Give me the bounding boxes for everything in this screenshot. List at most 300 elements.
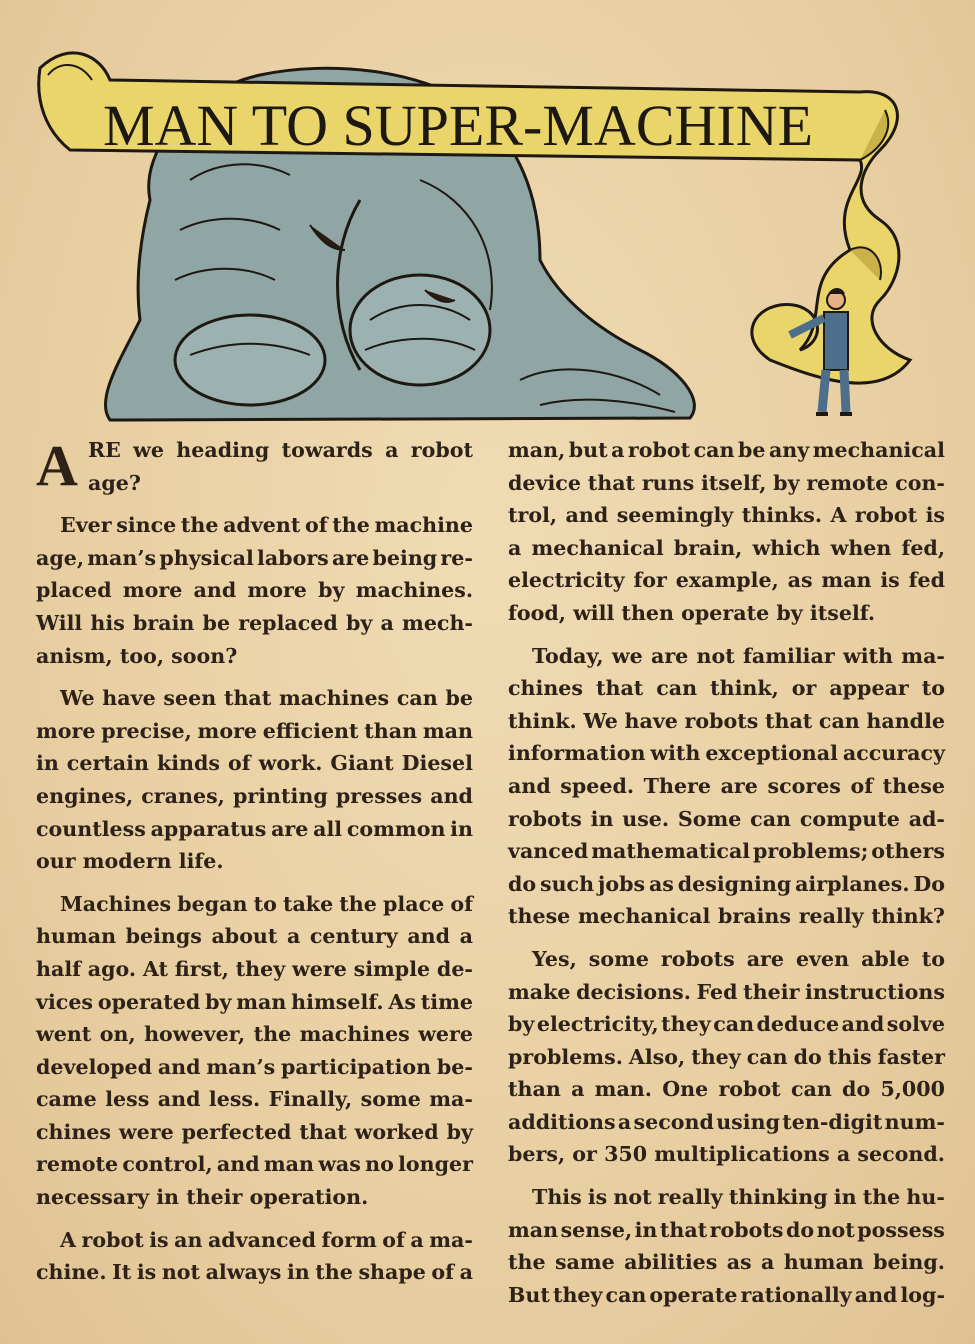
- word: shape: [358, 1260, 426, 1285]
- word: scores: [767, 773, 841, 798]
- word: always: [205, 1260, 282, 1285]
- word: machines.: [355, 578, 473, 603]
- word: bers,: [508, 1142, 566, 1167]
- text-line: [36, 1224, 473, 1257]
- word: this: [827, 1044, 872, 1069]
- word: not: [696, 643, 735, 668]
- word: engines,: [36, 783, 134, 808]
- word: that: [595, 676, 644, 701]
- word: printing: [232, 783, 328, 808]
- word: is: [149, 1227, 169, 1252]
- text-line: [508, 803, 945, 836]
- word: his: [90, 610, 125, 635]
- word: on,: [99, 1022, 136, 1047]
- word: or: [791, 676, 817, 701]
- word: more: [36, 718, 96, 743]
- text-line: [36, 1083, 473, 1116]
- word: robot: [627, 438, 691, 462]
- word: of: [228, 751, 251, 776]
- word: replaced: [238, 610, 338, 635]
- word: make: [508, 979, 571, 1004]
- word: fed: [908, 568, 945, 593]
- word: was: [318, 1152, 361, 1177]
- text-line: [36, 780, 473, 813]
- word: not: [613, 1185, 652, 1210]
- word: num-: [884, 1109, 945, 1134]
- word: efficient: [262, 718, 359, 743]
- word: and: [854, 1282, 898, 1307]
- word: multiplications: [654, 1142, 830, 1167]
- word: a: [508, 535, 522, 560]
- word: mechanical: [531, 535, 664, 560]
- word: thinking: [728, 1185, 828, 1210]
- word: in: [833, 1185, 857, 1210]
- word: form: [321, 1227, 377, 1252]
- text-line: [508, 943, 945, 976]
- word: are: [720, 773, 758, 798]
- text-line: necessary in their operation.: [36, 1185, 369, 1210]
- word: ad-: [908, 806, 945, 831]
- word: problems;: [753, 839, 869, 864]
- text-line: [508, 434, 945, 467]
- word: operate: [649, 1282, 738, 1307]
- word: that: [223, 686, 272, 711]
- word: is: [587, 1185, 608, 1210]
- word: robots: [508, 806, 582, 831]
- word: perfected: [181, 1119, 292, 1144]
- word: such: [539, 871, 595, 896]
- word: con-: [895, 470, 945, 495]
- word: A: [60, 1227, 76, 1252]
- word: certain: [66, 751, 149, 776]
- word: ten-digit: [782, 1109, 883, 1134]
- word: additions: [508, 1109, 616, 1134]
- word: ago.: [87, 956, 137, 981]
- word: seen: [163, 686, 217, 711]
- word: be: [202, 610, 231, 635]
- word: can: [713, 1012, 755, 1037]
- word: abilities: [624, 1250, 718, 1275]
- word: they: [552, 1282, 603, 1307]
- word: first,: [174, 956, 229, 981]
- word: as: [787, 568, 813, 593]
- word: place: [383, 891, 445, 916]
- word: longer: [398, 1152, 473, 1177]
- word: do: [508, 871, 537, 896]
- word: these: [882, 773, 945, 798]
- word: can: [750, 806, 792, 831]
- word: remote: [806, 470, 889, 495]
- word: in: [590, 806, 614, 831]
- word: device: [508, 470, 581, 495]
- word: second: [633, 1109, 714, 1134]
- word: 5,000: [880, 1077, 945, 1102]
- word: labors: [257, 545, 329, 570]
- text-line: [36, 986, 473, 1019]
- word: placed: [36, 578, 112, 603]
- word: man: [236, 989, 287, 1014]
- text-line: [36, 920, 473, 953]
- word: century: [309, 924, 398, 949]
- word: in: [36, 751, 59, 776]
- word: were: [292, 956, 347, 981]
- word: One: [662, 1077, 709, 1102]
- word: and: [157, 1054, 201, 1079]
- text-line: [508, 640, 945, 673]
- word: we: [611, 643, 643, 668]
- word: the: [180, 513, 219, 538]
- word: This: [532, 1185, 582, 1210]
- word: by: [508, 1012, 535, 1037]
- word: vanced: [508, 839, 589, 864]
- word: faster: [877, 1044, 945, 1069]
- word: simple: [353, 956, 431, 981]
- text-line: [36, 747, 473, 780]
- text-line: [36, 542, 473, 575]
- word: designing: [677, 871, 792, 896]
- word: be: [737, 438, 766, 462]
- word: by: [446, 1119, 473, 1144]
- text-line: [508, 1008, 945, 1041]
- paragraph-9: [508, 1181, 945, 1311]
- word: that: [659, 1217, 708, 1242]
- word: with: [842, 643, 894, 668]
- word: de-: [436, 956, 473, 981]
- word: runs: [641, 470, 695, 495]
- word: We: [583, 708, 618, 733]
- word: trol,: [508, 503, 558, 528]
- word: Fed: [696, 979, 738, 1004]
- word: Today,: [532, 643, 604, 668]
- text-line: [508, 1041, 945, 1074]
- word: are: [331, 545, 370, 570]
- word: instructions: [805, 979, 945, 1004]
- word: operated: [97, 989, 201, 1014]
- word: remote: [36, 1152, 119, 1177]
- word: electricity: [508, 568, 625, 593]
- word: these: [508, 904, 571, 929]
- paragraph-1: [36, 434, 473, 499]
- word: not: [161, 1260, 201, 1285]
- text-line: [508, 672, 945, 705]
- word: or: [572, 1142, 597, 1167]
- word: more: [247, 578, 307, 603]
- word: Machines: [60, 891, 172, 916]
- word: participation: [281, 1054, 432, 1079]
- text-line: [36, 607, 473, 640]
- word: a: [611, 438, 625, 462]
- word: have: [102, 686, 156, 711]
- word: to: [253, 891, 277, 916]
- word: deduce: [756, 1012, 840, 1037]
- word: really: [798, 904, 864, 929]
- word: robot: [410, 438, 473, 462]
- text-line: [36, 888, 473, 921]
- text-line: [508, 705, 945, 738]
- left-column: [36, 434, 473, 1289]
- word: not: [816, 1217, 855, 1242]
- text-line: [508, 1214, 945, 1247]
- word: sense,: [560, 1217, 633, 1242]
- word: But: [508, 1282, 550, 1307]
- word: as: [648, 871, 674, 896]
- word: RE: [88, 438, 121, 462]
- word: decisions.: [576, 979, 691, 1004]
- text-line: [36, 715, 473, 748]
- word: second.: [857, 1142, 945, 1167]
- word: speed.: [560, 773, 635, 798]
- word: a: [385, 438, 399, 462]
- word: kinds: [156, 751, 221, 776]
- word: came: [36, 1087, 97, 1112]
- text-line: [36, 1256, 473, 1289]
- word: example,: [675, 568, 779, 593]
- word: that: [299, 1119, 347, 1144]
- text-line: age?: [88, 470, 141, 495]
- word: machines: [299, 1022, 410, 1047]
- word: half: [36, 956, 81, 981]
- word: problems.: [508, 1044, 623, 1069]
- word: work.: [258, 751, 323, 776]
- word: Finally,: [268, 1087, 353, 1112]
- text-line: [36, 434, 473, 467]
- word: robot: [854, 503, 918, 528]
- word: some: [360, 1087, 421, 1112]
- word: more: [122, 578, 183, 603]
- text-line: [36, 953, 473, 986]
- text-line: [508, 1246, 945, 1279]
- right-column: [508, 434, 945, 1311]
- word: compute: [799, 806, 900, 831]
- word: man,: [508, 438, 566, 462]
- word: man.: [594, 1077, 652, 1102]
- word: ma-: [901, 643, 945, 668]
- word: developed: [36, 1054, 153, 1079]
- word: age,: [36, 545, 85, 570]
- word: machines: [279, 686, 390, 711]
- word: 350: [604, 1142, 648, 1167]
- word: man: [422, 718, 473, 743]
- word: physical: [159, 545, 254, 570]
- word: do: [793, 1044, 822, 1069]
- word: about: [211, 924, 278, 949]
- text-line: food, will then operate by itself.: [508, 600, 876, 625]
- text-line: [508, 770, 945, 803]
- word: that: [587, 470, 636, 495]
- word: airplanes.: [795, 871, 910, 896]
- word: mechanical: [578, 904, 711, 929]
- word: countless: [36, 816, 146, 841]
- word: a: [286, 924, 301, 949]
- word: were: [118, 1119, 174, 1144]
- word: in: [286, 1260, 310, 1285]
- word: It: [112, 1260, 132, 1285]
- text-line: [36, 574, 473, 607]
- word: precise,: [101, 718, 192, 743]
- word: solve: [886, 1012, 945, 1037]
- word: We: [60, 686, 95, 711]
- word: but: [568, 438, 608, 462]
- word: less.: [208, 1087, 261, 1112]
- word: than: [508, 1077, 561, 1102]
- word: seemingly: [616, 503, 734, 528]
- word: in: [634, 1217, 658, 1242]
- word: even: [795, 946, 850, 971]
- word: man: [821, 568, 872, 593]
- word: electricity,: [536, 1012, 659, 1037]
- word: a: [459, 924, 473, 949]
- word: man’s: [87, 545, 157, 570]
- text-line: [508, 1138, 945, 1171]
- word: than: [364, 718, 418, 743]
- text-line: [508, 737, 945, 770]
- word: Some: [677, 806, 742, 831]
- word: less: [105, 1087, 150, 1112]
- paragraph-3: [36, 682, 473, 878]
- word: all: [313, 816, 343, 841]
- word: the: [339, 891, 377, 916]
- word: that: [764, 708, 813, 733]
- text-line: [36, 1051, 473, 1084]
- word: hu-: [906, 1185, 945, 1210]
- text-line: [36, 1148, 473, 1181]
- word: Diesel: [401, 751, 473, 776]
- word: Also,: [628, 1044, 686, 1069]
- word: are: [271, 816, 309, 841]
- word: being.: [873, 1250, 945, 1275]
- text-line: [508, 499, 945, 532]
- word: and: [407, 924, 451, 949]
- word: brains: [718, 904, 791, 929]
- word: their: [743, 979, 800, 1004]
- word: worked: [354, 1119, 439, 1144]
- word: others: [871, 839, 945, 864]
- word: no: [365, 1152, 394, 1177]
- word: exceptional: [705, 741, 838, 766]
- word: to: [921, 676, 945, 701]
- word: think?: [871, 904, 945, 929]
- word: have: [624, 708, 678, 733]
- word: handle: [866, 708, 945, 733]
- word: control,: [122, 1152, 213, 1177]
- word: and: [216, 1152, 260, 1177]
- word: of: [382, 1227, 405, 1252]
- word: more: [197, 718, 258, 743]
- paragraph-7: [508, 640, 945, 933]
- word: any: [768, 438, 810, 462]
- word: a: [571, 1077, 585, 1102]
- word: as: [726, 1250, 752, 1275]
- word: be-: [436, 1054, 473, 1079]
- text-line: [508, 564, 945, 597]
- text-line: [36, 1116, 473, 1149]
- word: towards: [281, 438, 373, 462]
- word: able: [861, 946, 910, 971]
- word: is: [925, 503, 945, 528]
- word: and: [508, 773, 551, 798]
- word: a: [380, 610, 394, 635]
- word: familiar: [743, 643, 835, 668]
- text-line: [508, 976, 945, 1009]
- word: of: [450, 891, 473, 916]
- text-line: [508, 900, 945, 933]
- word: in: [450, 816, 473, 841]
- word: an: [174, 1227, 203, 1252]
- text-line: [36, 1018, 473, 1051]
- word: human: [36, 924, 117, 949]
- word: the: [253, 1022, 292, 1047]
- word: robot: [718, 1077, 781, 1102]
- word: can: [396, 686, 438, 711]
- word: presses: [335, 783, 423, 808]
- word: and: [430, 783, 473, 808]
- word: can: [693, 438, 735, 462]
- paragraph-6: [508, 434, 945, 630]
- word: ma-: [429, 1227, 473, 1252]
- word: is: [136, 1260, 157, 1285]
- word: take: [282, 891, 334, 916]
- word: do: [785, 1217, 815, 1242]
- word: Yes,: [532, 946, 577, 971]
- word: with: [650, 741, 701, 766]
- word: robots: [660, 946, 735, 971]
- word: There: [643, 773, 712, 798]
- word: re-: [440, 545, 473, 570]
- word: log-: [900, 1282, 945, 1307]
- drop-cap: A: [36, 433, 78, 498]
- word: and: [157, 1087, 201, 1112]
- word: robot: [81, 1227, 144, 1252]
- word: man: [263, 1152, 314, 1177]
- word: can: [790, 1077, 832, 1102]
- word: chines: [36, 1119, 112, 1144]
- word: mech-: [402, 610, 473, 635]
- word: however,: [144, 1022, 246, 1047]
- text-line: [508, 1181, 945, 1214]
- text-line: [36, 813, 473, 846]
- word: the: [508, 1250, 546, 1275]
- word: machine: [374, 513, 473, 538]
- word: they: [235, 956, 286, 981]
- word: can: [656, 676, 698, 701]
- word: Giant: [330, 751, 394, 776]
- word: we: [133, 438, 164, 462]
- word: thinks.: [741, 503, 823, 528]
- word: use.: [622, 806, 670, 831]
- word: think,: [710, 676, 779, 701]
- word: man: [508, 1217, 559, 1242]
- text-line: [508, 835, 945, 868]
- word: which: [752, 535, 821, 560]
- word: are: [746, 946, 784, 971]
- word: of: [305, 513, 328, 538]
- word: fed,: [901, 535, 945, 560]
- word: by: [205, 989, 232, 1014]
- word: apparatus: [150, 816, 267, 841]
- word: mechanical: [812, 438, 945, 462]
- word: accuracy: [842, 741, 945, 766]
- word: advanced: [207, 1227, 317, 1252]
- word: the: [332, 513, 370, 538]
- word: and: [841, 1012, 885, 1037]
- word: man’s: [206, 1054, 276, 1079]
- word: can: [605, 1282, 647, 1307]
- word: when: [830, 535, 892, 560]
- word: be: [445, 686, 473, 711]
- word: vices: [36, 989, 94, 1014]
- word: rationally: [740, 1282, 852, 1307]
- paragraph-5: [36, 1224, 473, 1289]
